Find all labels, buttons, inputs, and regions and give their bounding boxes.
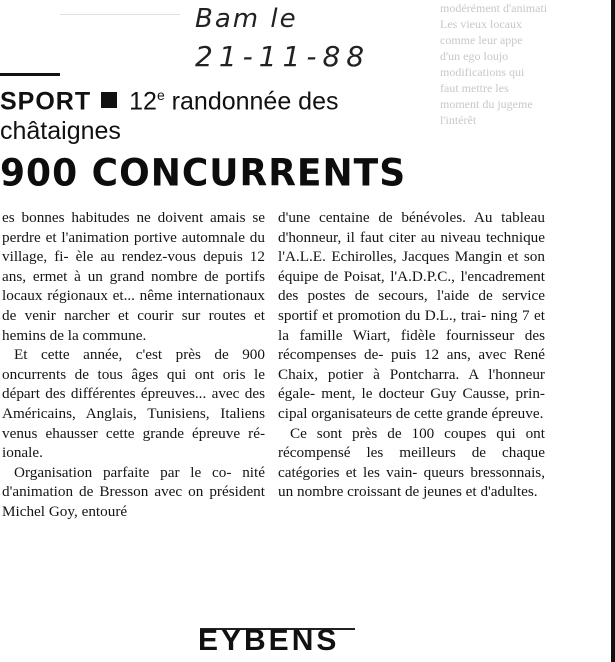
right-column	[278, 208, 545, 502]
article-kicker	[0, 80, 445, 146]
handwritten-note-date: 21-11-88	[195, 40, 371, 73]
section-label: SPORT	[0, 87, 92, 116]
handwritten-note-line1: Bam le	[195, 4, 298, 34]
left-paragraph-3: Organisation parfaite par le co- nité d'animation de Bresson avec on président Michel Goy, entouré	[2, 463, 265, 520]
right-paragraph-2: Ce sont près de 100 coupes qui ont récompensé les meilleurs de chaque catégories et les vain- queurs bressonnais, un nombre croissant de jeunes et d'adultes.	[278, 424, 545, 501]
next-article-heading: EYBENS	[198, 624, 340, 657]
black-square-icon	[101, 92, 117, 108]
clipping-edge	[611, 0, 615, 662]
handwritten-date-note	[195, 4, 395, 80]
kicker-number: 12	[129, 87, 157, 116]
right-paragraph-1: d'une centaine de bénévoles. Au tableau d'honneur, il faut citer au niveau technique l'A.L.E. Echirolles, Jacques Mangin et son équipe de Poisat, l'A.D.P.C., l'encadrement des postes de secours, l'aide de service sportif et promotion du D.L., trai- ning 7 et la famille Wiart, fidèle fournisseur des récompenses de- puis 12 ans, avec René Chaix, potier à Pontcharra. A l'honneur égale- ment, le docteur Guy Causse, prin- cipal organisateurs de cette grande épreuve.	[278, 209, 545, 422]
left-column	[2, 208, 265, 522]
left-paragraph-2: Et cette année, c'est près de 900 oncurrents de tous âges qui ont oris le départ des différentes épreuves... avec des Américains, Anglais, Tunisiens, Italiens venus ehausser cette grande épreuve ré- ionale.	[2, 346, 265, 462]
bleed-through-rule	[60, 0, 180, 15]
kicker-superscript: e	[156, 87, 165, 103]
left-paragraph-1: es bonnes habitudes ne doivent amais se perdre et l'animation portive automnale du village, fi- èle au rendez-vous depuis 12 ans, ermet à un grand nombre de portifs locaux régionaux et... nême internationaux de venir narcher et courir sur routes et hemins de la commune.	[2, 209, 265, 344]
bleed-through-text: modérément d'animati Les vieux locaux comme leur appe d'un ego loujo modifications qui faut mettre les moment du jugeme l'intérêt	[440, 1, 548, 127]
kicker-text: randonnée des châtaignes	[0, 87, 339, 146]
article-headline: 900 CONCURRENTS	[0, 152, 407, 196]
kicker-rule	[0, 73, 60, 76]
